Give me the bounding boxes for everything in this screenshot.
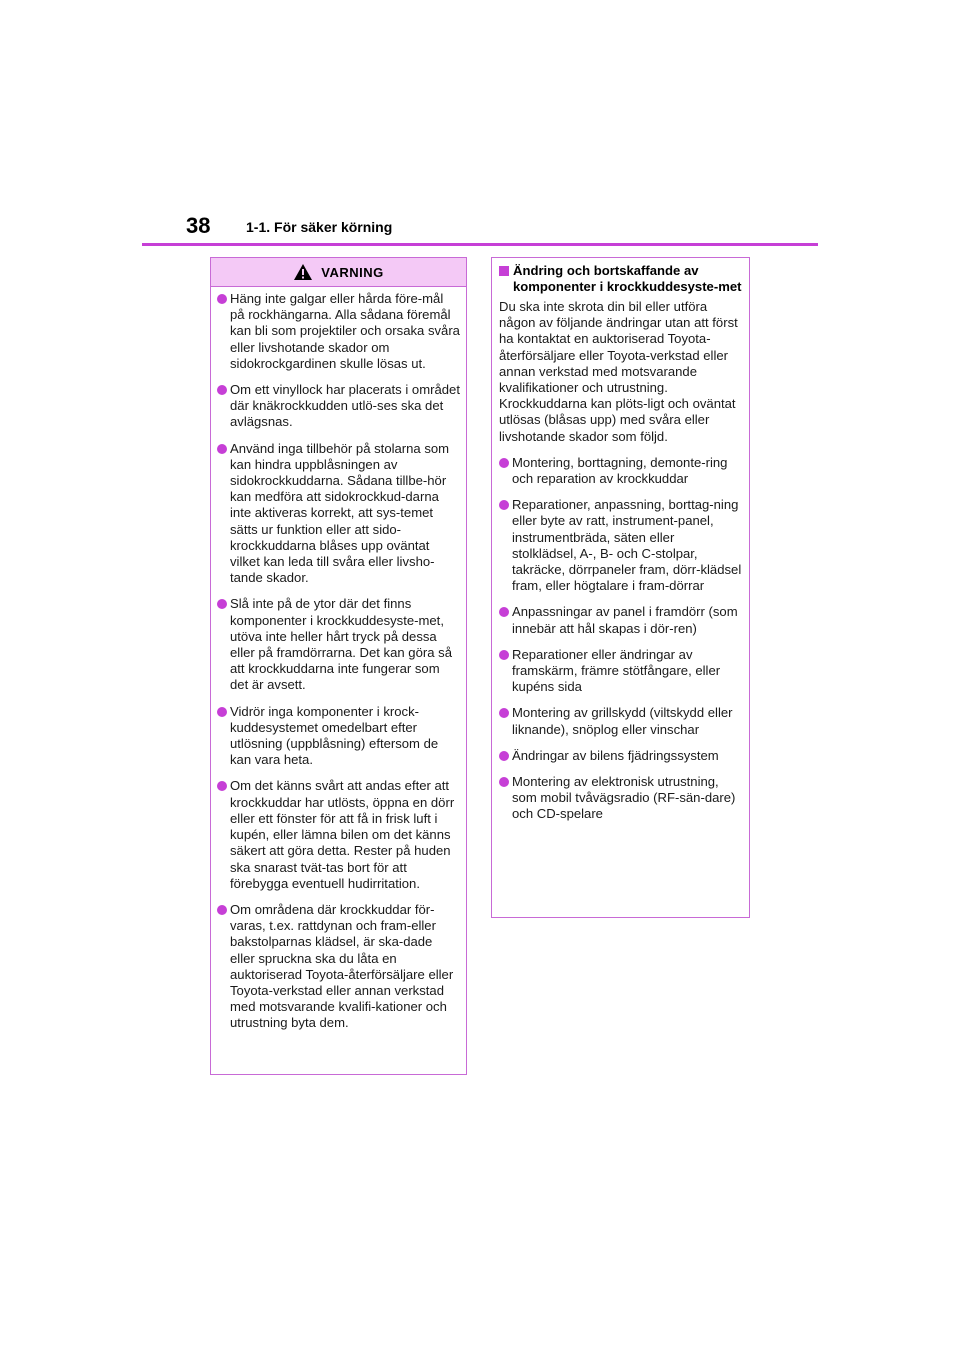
- warning-item: [217, 596, 460, 693]
- modification-item-text: Reparationer, anpassning, borttag-ning eller byte av ratt, instrument-panel, instrumentbräda, säten eller stolklädsel, A-, B- och C-stolpar, takräcke, dörrpaneler fram, dörr-klädsel fram, eller högtalare i fram-dörrar: [512, 497, 742, 594]
- bullet-dot-icon: [499, 708, 509, 718]
- modification-heading-text: Ändring och bortskaffande av komponenter i krockkuddesyste-met: [513, 263, 742, 294]
- bullet-dot-icon: [499, 500, 509, 510]
- modification-item: [499, 604, 742, 636]
- modification-item-text: Montering, borttagning, demonte-ring och reparation av krockkuddar: [512, 454, 728, 487]
- bullet-dot-icon: [217, 294, 227, 304]
- modification-item-text: Montering av elektronisk utrustning, som mobil tvåvägsradio (RF-sän-dare) och CD-spelare: [512, 774, 736, 822]
- modification-item: [499, 748, 742, 764]
- heading-square-icon: [499, 266, 509, 276]
- warning-item: [217, 441, 460, 587]
- warning-item-text: Om ett vinyllock har placerats i området där knäkrockkudden utlö-ses ska det avlägsnas.: [230, 382, 460, 430]
- warning-item: [217, 902, 460, 1032]
- warning-item: [217, 778, 460, 891]
- warning-item-text: Vidrör inga komponenter i krock-kuddesystemet omedelbart efter utlösning (uppblåsning) eftersom de kan vara heta.: [230, 703, 439, 768]
- modification-item: [499, 497, 742, 594]
- warning-item-text: Häng inte galgar eller hårda före-mål på rockhängarna. Alla sådana föremål kan bli som projektiler och orsaka svåra eller livshotande skador om sidokrockgardinen skulle lösas ut.: [230, 291, 460, 371]
- page-number: 38: [186, 213, 211, 238]
- bullet-dot-icon: [217, 444, 227, 454]
- modification-intro: Du ska inte skrota din bil eller utföra någon av följande ändringar utan att först ha kontaktat en auktoriserad Toyota-återförsäljare eller Toyota-verkstad eller annan verkstad med motsvarande kvalifikationer och utrustning. Krockkuddarna kan plöts-ligt och oväntat utlösas (blåsas upp) med svåra eller livshotande skador som följd.: [499, 299, 738, 444]
- warning-item-text: Slå inte på de ytor där det finns komponenter i krockkuddesyste-met, utöva inte heller hårt tryck på dessa eller på framdörrarna. Det kan göra så att krockkuddarna inte fungerar som det är avsett.: [230, 596, 452, 693]
- section-title: 1-1. För säker körning: [246, 219, 393, 235]
- bullet-dot-icon: [217, 707, 227, 717]
- warning-item-text: Om områdena där krockkuddar för-varas, t.ex. rattdynan och fram-eller bakstolparnas klädsel, är ska-dade eller spruckna ska du låta en auktoriserad Toyota-återförsäljare eller Toyota-verkstad eller annan verkstad med motsvarande kvalifi-kationer och utrustning byta dem.: [230, 901, 454, 1031]
- modification-item: [499, 774, 742, 823]
- modification-item: [499, 647, 742, 696]
- modification-item: [499, 705, 742, 737]
- modification-item-text: Ändringar av bilens fjädringssystem: [512, 747, 719, 763]
- bullet-dot-icon: [499, 458, 509, 468]
- warning-list: [211, 287, 466, 1032]
- warning-title: VARNING: [321, 264, 384, 280]
- warning-item-text: Om det känns svårt att andas efter att krockkuddar har utlösts, öppna en dörr eller ett fönster för att få in frisk luft i kupén, eller lämna bilen om det känns säkert att göra detta. Rester på huden ska snarast tvät-tas bort för att förebygga eventuell hudirritation.: [230, 778, 455, 891]
- modification-item: [499, 455, 742, 487]
- bullet-dot-icon: [217, 385, 227, 395]
- warning-item: [217, 704, 460, 769]
- modification-item-text: Reparationer eller ändringar av framskärm, främre stötfångare, eller kupéns sida: [512, 646, 721, 695]
- header-divider: [142, 243, 818, 246]
- warning-item: [217, 382, 460, 431]
- bullet-dot-icon: [217, 781, 227, 791]
- warning-item-text: Använd inga tillbehör på stolarna som kan hindra uppblåsningen av sidokrockkuddarna. Sådana tillbe-hör kan medföra att sidokrockkud-darna inte aktiveras korrekt, att sys-temet sätts ur funktion eller att sido-krockkuddarna blåses upp oväntat vilket kan leda till svåra eller livsho-tande skador.: [230, 440, 450, 586]
- bullet-dot-icon: [499, 777, 509, 787]
- warning-item: [217, 291, 460, 372]
- warning-header: [211, 258, 466, 287]
- modification-item-text: Anpassningar av panel i framdörr (som innebär att hål skapas i dör-ren): [512, 604, 738, 636]
- warning-triangle-icon: [293, 263, 313, 281]
- bullet-dot-icon: [217, 905, 227, 915]
- modification-heading: [499, 263, 742, 295]
- bullet-dot-icon: [499, 607, 509, 617]
- modification-item-text: Montering av grillskydd (viltskydd eller liknande), snöplog eller vinschar: [512, 705, 733, 737]
- bullet-dot-icon: [499, 751, 509, 761]
- bullet-dot-icon: [499, 650, 509, 660]
- warning-box: [210, 257, 467, 1075]
- bullet-dot-icon: [217, 599, 227, 609]
- modification-box: [491, 257, 750, 918]
